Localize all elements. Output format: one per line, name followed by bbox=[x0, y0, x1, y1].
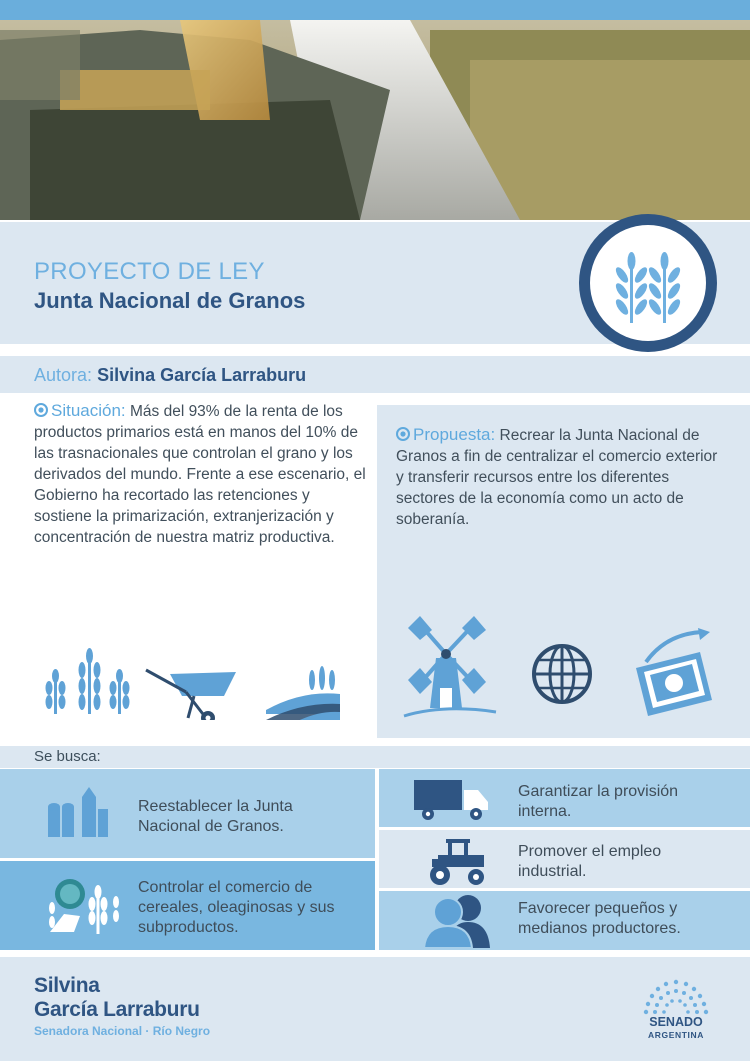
target-icon bbox=[34, 402, 48, 416]
senado-name: SENADO bbox=[649, 1015, 703, 1029]
windmill-icon bbox=[404, 616, 496, 716]
people-icon bbox=[420, 892, 494, 953]
hand-wheat-icon bbox=[44, 872, 124, 939]
se-busca-bar bbox=[0, 746, 750, 768]
wheelbarrow-icon bbox=[146, 670, 236, 720]
situacion-section bbox=[34, 400, 369, 548]
top-strip bbox=[0, 0, 750, 20]
wheat-emblem-icon bbox=[578, 213, 718, 353]
hero-photo bbox=[0, 0, 750, 220]
author-label: Autora: bbox=[34, 365, 93, 385]
kicker: PROYECTO DE LEY bbox=[34, 258, 265, 285]
signature-name bbox=[34, 974, 200, 1022]
busca-item-3: Garantizar la provisión interna. bbox=[518, 783, 679, 820]
busca-item-1: Reestablecer la Junta Nacional de Granos. bbox=[138, 798, 293, 835]
target-icon bbox=[396, 426, 410, 440]
signature-role: Senadora Nacional · Río Negro bbox=[34, 1024, 211, 1038]
situacion-text: Más del 93% de la renta de los productos primarios está en manos del 10% de las trasnacionales que controlan el grano y los derivados del mundo. Frente a ese escenario, el Gobierno ha recortado las retenciones y sostiene la primarización, extranjerización y concentración de nuestra matriz productiva. bbox=[34, 403, 366, 546]
propuesta-icons bbox=[400, 608, 720, 728]
propuesta-title: Propuesta: bbox=[413, 425, 496, 444]
propuesta-text: Recrear la Junta Nacional de Granos a fin de centralizar el comercio exterior y transferir recursos entre los diferentes sectores de la economía como un acto de soberanía. bbox=[396, 427, 718, 528]
senado-logo-icon bbox=[640, 976, 712, 1016]
signature-name-line1: Silvina bbox=[34, 974, 100, 997]
situacion-title: Situación: bbox=[51, 401, 126, 420]
busca-item-2: Controlar el comercio de cereales, oleaginosas y sus subproductos. bbox=[138, 879, 335, 936]
field-icon bbox=[266, 666, 340, 720]
page-title: Junta Nacional de Granos bbox=[34, 288, 306, 313]
money-icon bbox=[636, 628, 712, 716]
senado-country: ARGENTINA bbox=[648, 1030, 704, 1040]
propuesta-section bbox=[396, 424, 726, 530]
truck-icon bbox=[414, 778, 490, 827]
silos-icon bbox=[46, 785, 108, 842]
author-line bbox=[34, 365, 306, 386]
globe-icon bbox=[534, 646, 590, 702]
se-busca-label: Se busca: bbox=[34, 748, 101, 765]
wheat-icon bbox=[46, 648, 130, 714]
tractor-icon bbox=[424, 837, 490, 892]
situacion-icons bbox=[40, 640, 350, 725]
busca-item-4: Promover el empleo industrial. bbox=[518, 843, 662, 880]
signature-name-line2: García Larraburu bbox=[34, 998, 200, 1021]
busca-item-5: Favorecer pequeños y medianos productores. bbox=[518, 900, 681, 937]
author-name: Silvina García Larraburu bbox=[97, 365, 307, 385]
